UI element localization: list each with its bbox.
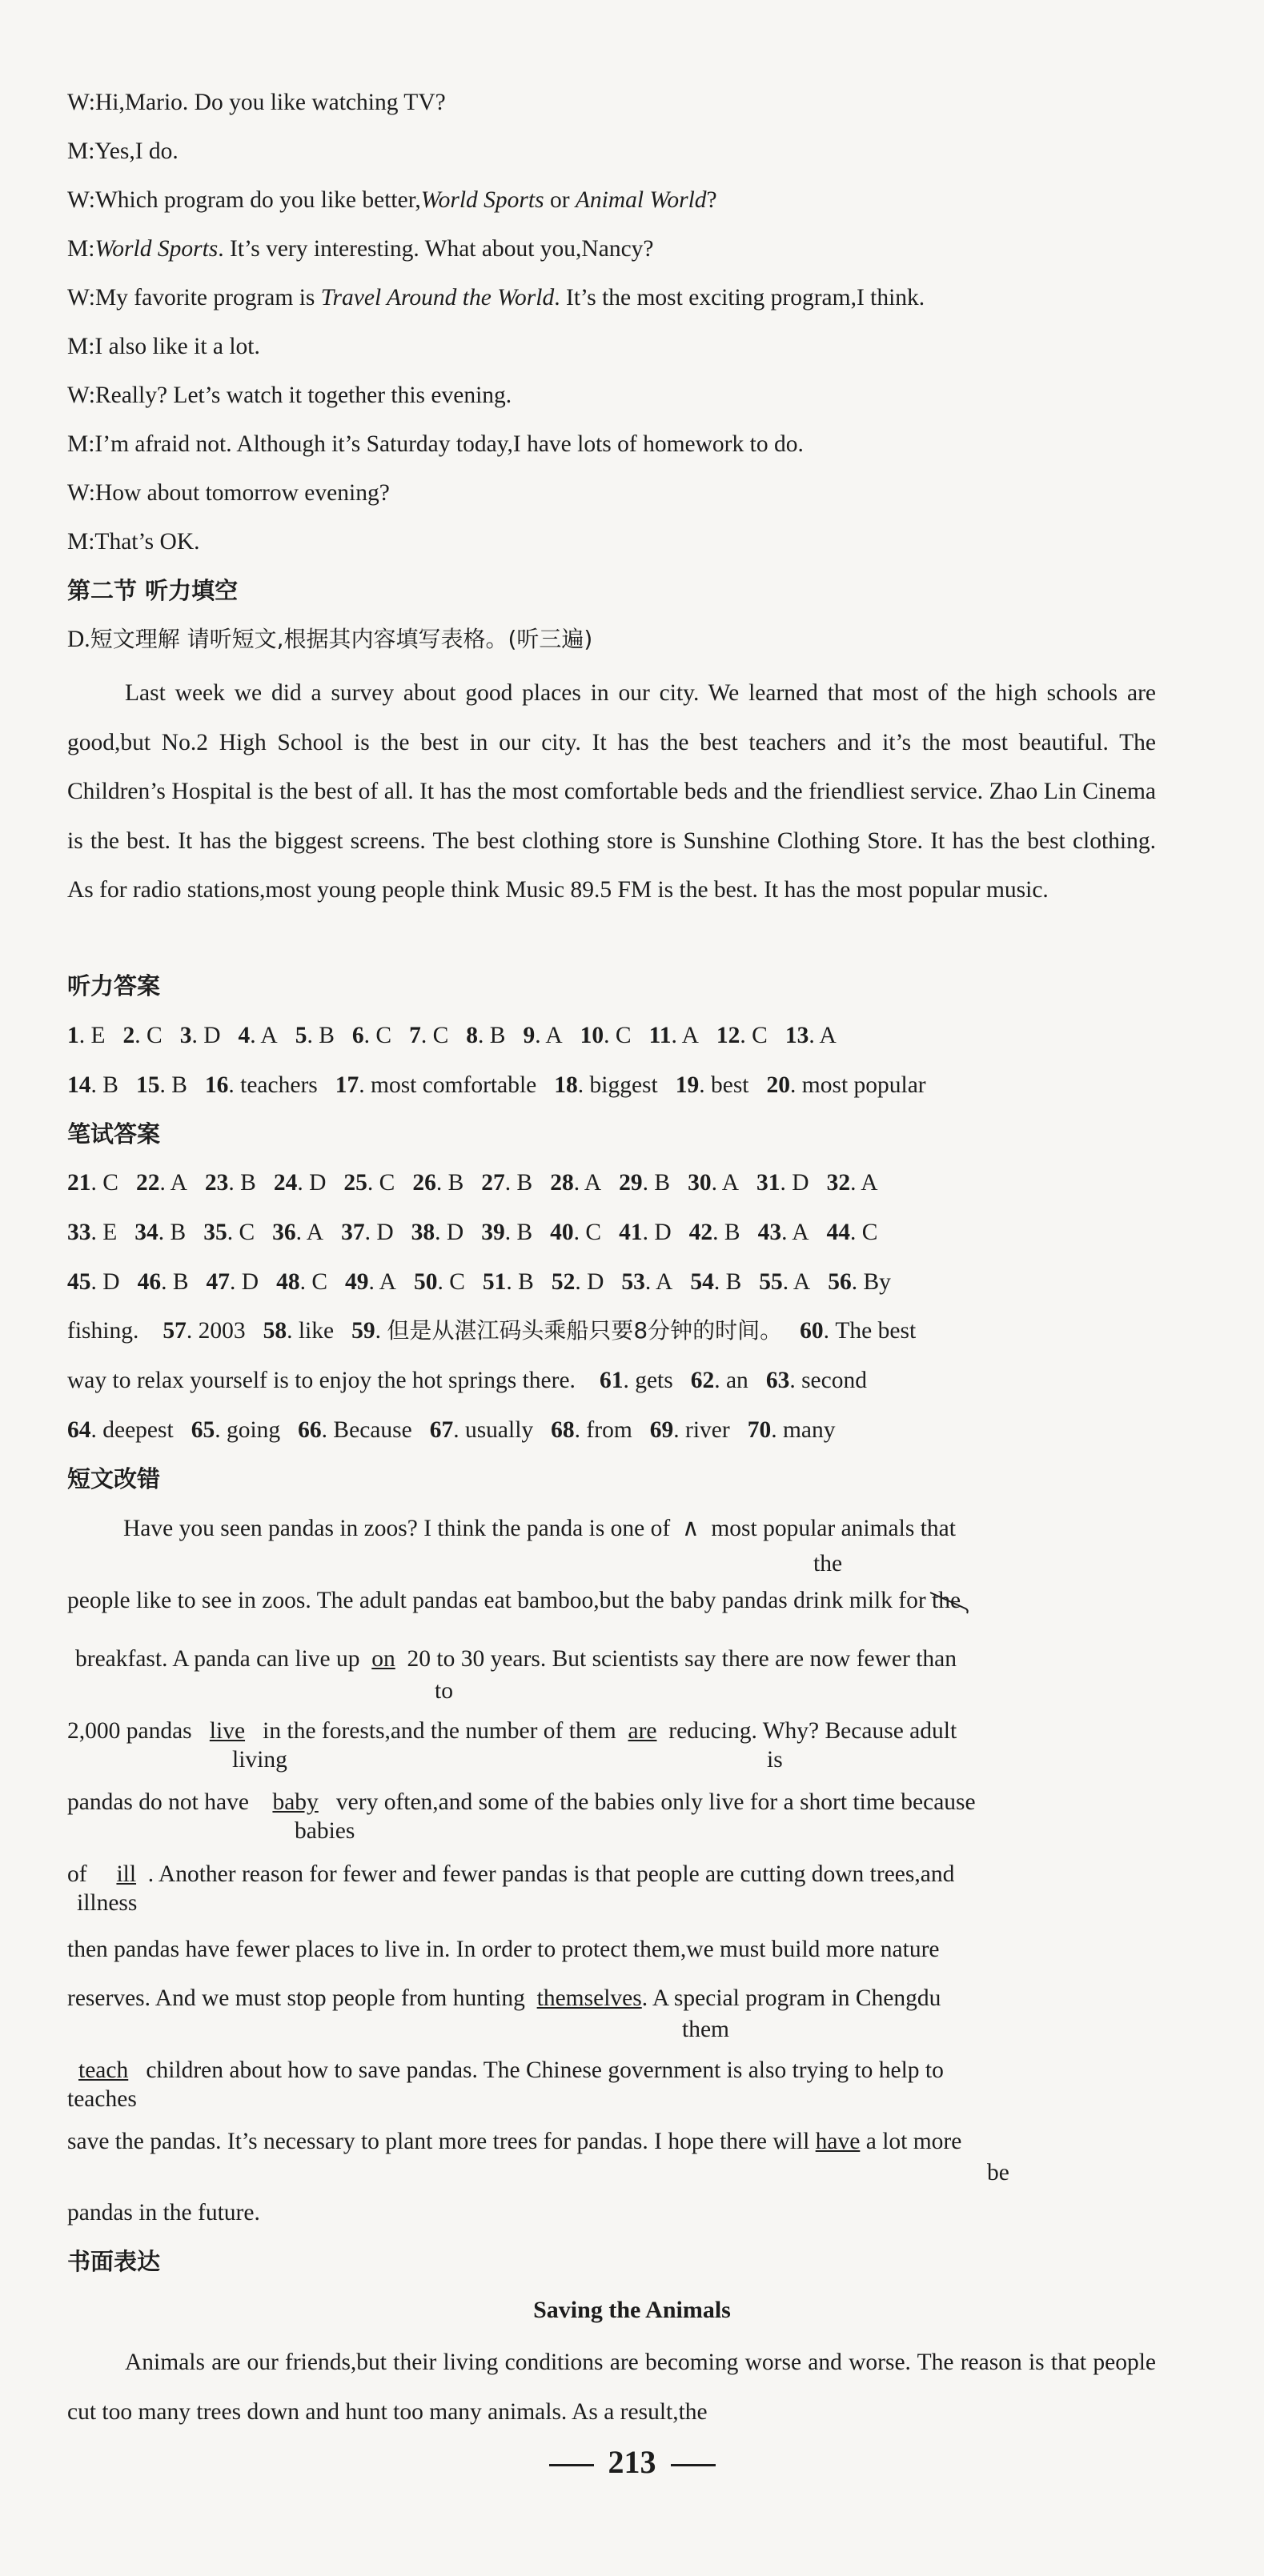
dialogue-line: W:Hi,Mario. Do you like watching TV? xyxy=(67,90,446,115)
answer-item: 24. D xyxy=(273,1170,327,1196)
deleted-word: the xyxy=(932,1588,961,1613)
answer-item: 10. C xyxy=(580,1023,632,1048)
correction-line: 2,000 pandas live in the forests,and the number of them are reducing. Why? Because adult xyxy=(67,1718,957,1744)
written-answers-row xyxy=(67,1216,895,1248)
answer-item: 53. A xyxy=(621,1269,673,1295)
answer-item: 7. C xyxy=(409,1023,449,1048)
answer-item: 66. Because xyxy=(298,1417,412,1443)
answer-item: 34. B xyxy=(134,1220,187,1245)
correction-fix: be xyxy=(987,2160,1009,2185)
answer-item: 36. A xyxy=(272,1220,324,1245)
dialogue-line: W:Which program do you like better,World Sports or Animal World? xyxy=(67,187,717,213)
correction-line: reserves. And we must stop people from hunting themselves. A special program in Chengdu xyxy=(67,1985,941,2011)
correction-heading: 短文改错 xyxy=(67,1465,161,1492)
answer-item: 12. C xyxy=(716,1023,768,1048)
answer-item: 9. A xyxy=(523,1023,563,1048)
answer-item: 32. A xyxy=(826,1170,878,1196)
correction-fix: is xyxy=(767,1747,783,1773)
answer-item: 39. B xyxy=(481,1220,533,1245)
dialogue-line: W:Really? Let’s watch it together this evening. xyxy=(67,383,512,408)
dialogue-line: M:Yes,I do. xyxy=(67,138,179,164)
dialogue-line: M:World Sports. It’s very interesting. What about you,Nancy? xyxy=(67,236,654,262)
answer-item: 37. D xyxy=(341,1220,394,1245)
answer-item: 6. C xyxy=(351,1023,392,1048)
answer-item: 5. B xyxy=(295,1023,335,1048)
answer-item: 40. C xyxy=(550,1220,602,1245)
answer-item: 8. B xyxy=(466,1023,506,1048)
answer-item: 70. many xyxy=(747,1417,836,1443)
answer-item: 44. C xyxy=(826,1220,878,1245)
answer-item: 67. usually xyxy=(429,1417,534,1443)
dialogue-line: W:How about tomorrow evening? xyxy=(67,480,390,506)
answer-item: 14. B xyxy=(67,1072,118,1098)
answer-item: 68. from xyxy=(551,1417,632,1443)
answer-item: 27. B xyxy=(481,1170,533,1196)
answer-item: 29. B xyxy=(619,1170,671,1196)
answer-item: 3. D xyxy=(179,1023,221,1048)
written-answers-row xyxy=(67,1167,896,1199)
answer-item: 63. second xyxy=(765,1368,867,1393)
answer-item: 1. E xyxy=(67,1023,106,1048)
answer-item: 19. best xyxy=(675,1072,749,1098)
answer-item: 2. C xyxy=(122,1023,163,1048)
written-answers-row: way to relax yourself is to enjoy the hot springs there. 61. gets 62. an 63. second xyxy=(67,1368,867,1393)
answer-item: 33. E xyxy=(67,1220,118,1245)
correction-line: people like to see in zoos. The adult pandas eat bamboo,but the baby pandas drink milk for the xyxy=(67,1584,961,1617)
correction-line: teach children about how to save pandas. The Chinese government is also trying to help to xyxy=(78,2057,944,2083)
answer-item: 42. B xyxy=(688,1220,740,1245)
answer-item: 16. teachers xyxy=(204,1072,318,1098)
answer-item: 31. D xyxy=(756,1170,809,1196)
answer-item: 43. A xyxy=(757,1220,809,1245)
answer-item: 41. D xyxy=(619,1220,672,1245)
written-answers-row xyxy=(67,1414,853,1446)
answer-item: 46. B xyxy=(137,1269,189,1295)
answer-item: 62. an xyxy=(690,1368,748,1393)
answer-item: 49. A xyxy=(345,1269,396,1295)
answer-item: 17. most comfortable xyxy=(335,1072,537,1098)
correction-line: pandas in the future. xyxy=(67,2200,260,2225)
correction-fix: to xyxy=(435,1678,453,1704)
writing-heading: 书面表达 xyxy=(67,2248,161,2275)
page-dash-left xyxy=(549,2464,594,2466)
answer-item: 52. D xyxy=(551,1269,604,1295)
dialogue-line: M:I’m afraid not. Although it’s Saturday today,I have lots of homework to do. xyxy=(67,431,804,457)
correction-fix: teaches xyxy=(67,2086,137,2112)
answer-item: 25. C xyxy=(343,1170,395,1196)
written-answers-heading: 笔试答案 xyxy=(67,1120,161,1148)
essay-body: Animals are our friends,but their living conditions are becoming worse and worse. The reason is that people cut too many trees down and hunt too many animals. As a result,the xyxy=(67,2350,1156,2425)
answer-item: 26. B xyxy=(412,1170,464,1196)
answer-item: 30. A xyxy=(688,1170,739,1196)
answer-item: 61. gets xyxy=(599,1368,673,1393)
answer-item: 20. most popular xyxy=(766,1072,926,1098)
page-number: 213 xyxy=(0,2442,1264,2482)
correction-fix: illness xyxy=(77,1890,138,1916)
written-answers-row xyxy=(67,1266,909,1298)
listening-answers-row xyxy=(67,1020,854,1052)
answer-item: 64. deepest xyxy=(67,1417,174,1443)
answer-item: 21. C xyxy=(67,1170,118,1196)
essay-title: Saving the Animals xyxy=(533,2297,731,2323)
correction-fix: babies xyxy=(295,1818,355,1844)
correction-line: pandas do not have baby very often,and some of the babies only live for a short time because xyxy=(67,1789,976,1815)
answer-item: 4. A xyxy=(238,1023,278,1048)
listening-passage: Last week we did a survey about good places in our city. We learned that most of the high schools are good,but No.2 High School is the best in our city. It has the best teachers and it’s the most beautiful. The Children’s Hospital is the best of all. It has the most comfortable beds and the friendliest service. Zhao Lin Cinema is the best. It has the biggest screens. The best clothing store is Sunshine Clothing Store. It has the best clothing. As for radio stations,most young people think Music 89.5 FM is the best. It has the most popular music. xyxy=(67,680,1156,903)
answer-item: 35. C xyxy=(203,1220,255,1245)
dialogue-line: M:I also like it a lot. xyxy=(67,334,260,359)
delete-mark-icon xyxy=(929,1589,970,1615)
correction-fix: the xyxy=(813,1551,843,1576)
correction-line: save the pandas. It’s necessary to plant more trees for pandas. I hope there will have a lot more xyxy=(67,2129,962,2154)
answer-item: 59. 但是从湛江码头乘船只要8分钟的时间。 xyxy=(351,1317,783,1344)
answer-item: 28. A xyxy=(550,1170,602,1196)
section-heading: 第二节 听力填空 xyxy=(67,577,239,604)
page-dash-right xyxy=(671,2464,716,2466)
answer-item: 65. going xyxy=(191,1417,281,1443)
answer-item: 54. B xyxy=(690,1269,742,1295)
insert-caret: ∧ xyxy=(681,1516,700,1541)
written-answers-row: fishing. 57. 2003 58. like 59. 但是从湛江码头乘船只要8分钟的时间。 60. The best xyxy=(67,1317,917,1344)
answer-item: 55. A xyxy=(759,1269,811,1295)
answer-item: 47. D xyxy=(206,1269,259,1295)
answer-item: 48. C xyxy=(276,1269,327,1295)
answer-item: 45. D xyxy=(67,1269,120,1295)
correction-line: of ill . Another reason for fewer and fewer pandas is that people are cutting down trees,and xyxy=(67,1861,955,1887)
answer-item: 38. D xyxy=(411,1220,464,1245)
section-instruction: D.短文理解 请听短文,根据其内容填写表格。(听三遍) xyxy=(67,626,593,652)
correction-fix: living xyxy=(232,1747,287,1773)
answer-item: 69. river xyxy=(649,1417,730,1443)
answer-item: 11. A xyxy=(648,1023,699,1048)
answer-item: 13. A xyxy=(784,1023,837,1048)
answer-item: 51. B xyxy=(482,1269,534,1295)
correction-line: Have you seen pandas in zoos? I think the panda is one of ∧ most popular animals that xyxy=(123,1516,956,1541)
listening-answers-row xyxy=(67,1069,944,1101)
dialogue-line: M:That’s OK. xyxy=(67,529,200,555)
answer-item: 57. 2003 xyxy=(163,1318,246,1344)
answer-item: 56. By xyxy=(828,1269,891,1295)
answer-item: 15. B xyxy=(135,1072,187,1098)
answer-item: 50. C xyxy=(413,1269,465,1295)
correction-fix: them xyxy=(682,2017,729,2042)
listening-answers-heading: 听力答案 xyxy=(67,972,161,1000)
correction-line: breakfast. A panda can live up on 20 to 30 years. But scientists say there are now fewer than xyxy=(75,1646,957,1672)
correction-line: then pandas have fewer places to live in. In order to protect them,we must build more nature xyxy=(67,1937,940,1962)
answer-item: 18. biggest xyxy=(554,1072,658,1098)
answer-item: 58. like xyxy=(263,1318,335,1344)
answer-item: 23. B xyxy=(204,1170,256,1196)
dialogue-line: W:My favorite program is Travel Around the World. It’s the most exciting program,I think. xyxy=(67,285,925,310)
answer-item: 22. A xyxy=(135,1170,187,1196)
